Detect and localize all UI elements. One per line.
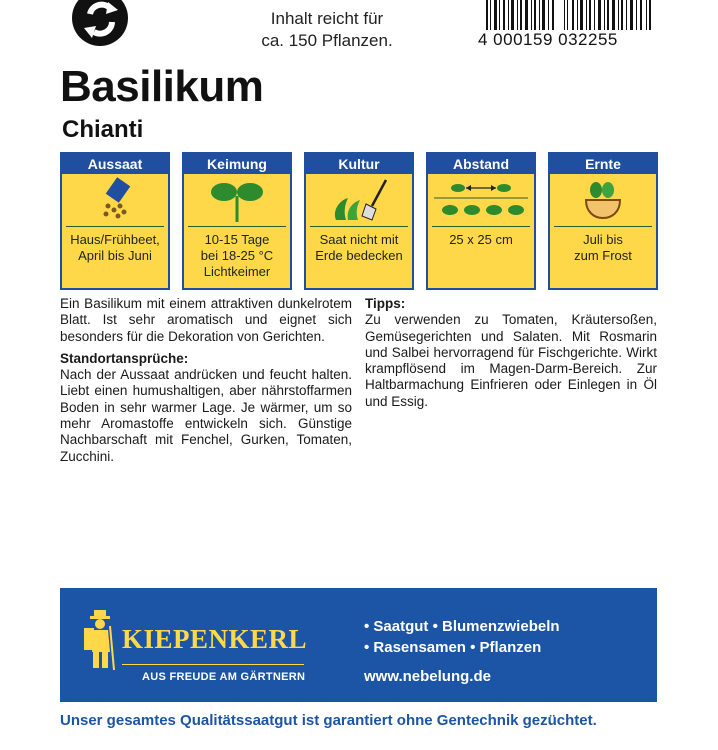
tile-ernte: [548, 152, 658, 290]
sprout-icon: [184, 176, 290, 222]
tile-value: Haus/Frühbeet, April bis Juni: [70, 232, 160, 263]
brand-name: KIEPENKERL: [122, 624, 308, 654]
location-heading: Standortansprüche:: [60, 350, 189, 366]
spacing-icon: [428, 176, 534, 222]
tile-kultur: [304, 152, 414, 290]
tile-divider: [310, 226, 408, 227]
left-column: [60, 296, 352, 465]
brand-divider: [122, 664, 304, 665]
tile-divider: [188, 226, 286, 227]
product-title: Basilikum: [60, 62, 264, 111]
location-text: Nach der Aussaat andrücken und feucht halten. Liebt einen humushaltigen, aber nährstoffarmen Boden in sehr warmer Lage. Je wärmer, um so mehr Aromastoffe entwickeln sich. Günstige Nachbarschaft mit Fenchel, Gurken, Tomaten, Zucchini.: [60, 367, 352, 464]
tips-text: Zu verwenden zu Tomaten, Kräutersoßen, Gemüsegerichten und Salaten. Mit Rosmarin und Salbei hervorragend für Fischgerichte. Wirkt krampflösend im Magen-Darm-Bereich. Zur Haltbarmachung Einfrieren oder Einlegen in Öl und Essig.: [365, 312, 657, 409]
tile-value: 25 x 25 cm: [449, 232, 513, 247]
website-link[interactable]: www.nebelung.de: [364, 668, 491, 685]
product-categories-line-1: • Saatgut • Blumenzwiebeln: [364, 618, 560, 635]
tile-value: 10-15 Tage bei 18-25 °C Lichtkeimer: [200, 232, 274, 279]
tile-aussaat: [60, 152, 170, 290]
shovel-icon: [306, 176, 412, 222]
product-categories-line-2: • Rasensamen • Pflanzen: [364, 639, 542, 656]
kiepenkerl-figure-icon: [82, 608, 118, 672]
gmo-free-note: Unser gesamtes Qualitätssaatgut ist garantiert ohne Gentechnik gezüchtet.: [60, 712, 597, 729]
tile-abstand: [426, 152, 536, 290]
tile-label: Kultur: [306, 154, 412, 174]
tile-keimung: [182, 152, 292, 290]
tile-divider: [554, 226, 652, 227]
tile-label: Aussaat: [62, 154, 168, 174]
harvest-bowl-icon: [550, 176, 656, 222]
tile-divider: [66, 226, 164, 227]
barcode-number: 4 000159 032255: [478, 30, 658, 50]
right-column: [365, 296, 657, 410]
variety-name: Chianti: [62, 116, 144, 143]
description-text: Ein Basilikum mit einem attraktiven dunkelrotem Blatt. Ist sehr aromatisch und eignet sich besonders für die Dekoration von Gerichten.: [60, 296, 352, 344]
recycle-icon: [66, 0, 136, 50]
tile-label: Abstand: [428, 154, 534, 174]
seed-packet-icon: [62, 176, 168, 222]
tile-value: Juli bis zum Frost: [574, 232, 632, 263]
tile-label: Keimung: [184, 154, 290, 174]
content-note: Inhalt reicht für ca. 150 Pflanzen.: [261, 9, 393, 50]
tips-heading: Tipps:: [365, 296, 406, 311]
brand-tagline: AUS FREUDE AM GÄRTNERN: [142, 671, 306, 683]
tile-value: Saat nicht mit Erde bedecken: [315, 232, 403, 263]
tile-label: Ernte: [550, 154, 656, 174]
tile-divider: [432, 226, 530, 227]
brand-banner: [60, 588, 657, 702]
